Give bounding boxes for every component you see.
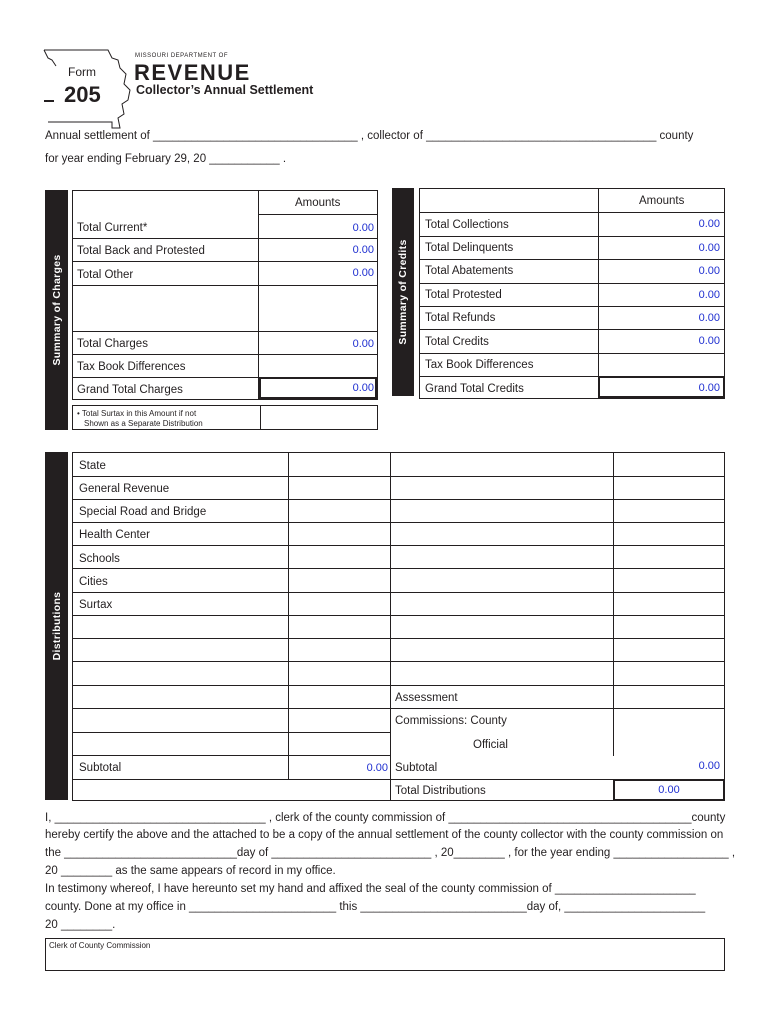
distributions-label: Distributions <box>50 591 63 661</box>
department-line: MISSOURI DEPARTMENT OF <box>135 53 229 59</box>
cert-line-3: the ___________________________day of _________________________ , 20________ , for the year ending __________________ , <box>45 847 736 859</box>
total-charges-value[interactable]: 0.00 <box>352 338 374 350</box>
form-number: 205 <box>64 82 101 107</box>
tax-book-diff-charges-label: Tax Book Differences <box>77 361 186 373</box>
clerk-box-label: Clerk of County Commission <box>49 941 151 950</box>
cert-line-7: 20 ________. <box>45 919 116 931</box>
summary-of-charges-label: Summary of Charges <box>50 254 63 366</box>
credits-amounts-header: Amounts <box>639 195 685 207</box>
revenue-logo: REVENUE <box>134 60 251 85</box>
summary-of-credits-bar <box>392 188 414 396</box>
grand-total-credits-label: Grand Total Credits <box>425 383 524 395</box>
total-current-value[interactable]: 0.00 <box>352 222 374 234</box>
total-protested-value[interactable]: 0.00 <box>698 289 720 301</box>
total-other-value[interactable]: 0.00 <box>352 267 374 279</box>
dist-general-revenue-label: General Revenue <box>79 483 170 495</box>
form-number-dash <box>44 100 54 102</box>
distributions-bar <box>45 452 68 800</box>
charges-amounts-header: Amounts <box>295 197 341 209</box>
total-distributions-value: 0.00 <box>658 784 680 796</box>
total-collections-value[interactable]: 0.00 <box>698 218 720 230</box>
dist-commissions-official-label: Official <box>473 739 508 751</box>
form-label: Form <box>68 65 96 79</box>
dist-cities-label: Cities <box>79 576 108 588</box>
distributions-table <box>72 452 725 801</box>
dist-road-bridge-label: Special Road and Bridge <box>79 506 207 518</box>
cert-line-2: hereby certify the above and the attached to be a copy of the annual settlement of the county collector with the county commission on <box>45 829 724 841</box>
cert-line-6: county. Done at my office in _______________________ this __________________________day of, ______________________ <box>45 901 706 913</box>
total-abatements-label: Total Abatements <box>425 265 514 277</box>
total-abatements-value[interactable]: 0.00 <box>698 265 720 277</box>
intro-line-2: for year ending February 29, 20 ___________ . <box>45 153 287 165</box>
total-protested-label: Total Protested <box>425 289 502 301</box>
total-back-protested-label: Total Back and Protested <box>77 245 205 257</box>
dist-left-subtotal-label: Subtotal <box>79 762 122 774</box>
form-title: Collector’s Annual Settlement <box>136 83 314 97</box>
grand-total-credits-value: 0.00 <box>698 382 720 394</box>
tax-book-diff-credits-label: Tax Book Differences <box>425 359 534 371</box>
intro-line-1: Annual settlement of ________________________________ , collector of ____________________________________ county <box>45 130 694 142</box>
total-back-protested-value[interactable]: 0.00 <box>352 244 374 256</box>
total-charges-label: Total Charges <box>77 338 148 350</box>
dist-right-subtotal-label: Subtotal <box>395 762 438 774</box>
dist-schools-label: Schools <box>79 553 120 565</box>
total-delinquents-label: Total Delinquents <box>425 242 514 254</box>
cert-line-4: 20 ________ as the same appears of record in my office. <box>45 865 336 877</box>
surtax-note-line-2: Shown as a Separate Distribution <box>84 419 203 428</box>
total-credits-value[interactable]: 0.00 <box>698 335 720 347</box>
dist-commissions-county-label: Commissions: County <box>395 715 507 727</box>
total-refunds-label: Total Refunds <box>425 312 496 324</box>
total-delinquents-value[interactable]: 0.00 <box>698 242 720 254</box>
total-collections-label: Total Collections <box>425 219 509 231</box>
surtax-note-line-1: • Total Surtax in this Amount if not <box>77 409 197 418</box>
total-other-label: Total Other <box>77 269 134 281</box>
dist-state-label: State <box>79 460 106 472</box>
summary-of-credits-label: Summary of Credits <box>397 239 409 345</box>
dist-right-subtotal-value[interactable]: 0.00 <box>698 760 720 772</box>
dist-left-subtotal-value[interactable]: 0.00 <box>366 762 388 774</box>
total-refunds-value[interactable]: 0.00 <box>698 312 720 324</box>
total-credits-label: Total Credits <box>425 336 489 348</box>
grand-total-charges-value: 0.00 <box>352 382 374 394</box>
dist-assessment-label: Assessment <box>395 692 458 704</box>
dist-surtax-label: Surtax <box>79 599 113 611</box>
total-distributions-label: Total Distributions <box>395 785 486 797</box>
grand-total-charges-label: Grand Total Charges <box>77 384 183 396</box>
cert-line-5: In testimony whereof, I have hereunto set my hand and affixed the seal of the county commission of ______________________ <box>45 883 696 895</box>
total-current-label: Total Current* <box>77 222 148 234</box>
cert-line-1: I, _________________________________ , clerk of the county commission of ______________________________________county <box>45 812 726 824</box>
dist-health-center-label: Health Center <box>79 529 150 541</box>
summary-of-charges-bar <box>45 190 68 430</box>
